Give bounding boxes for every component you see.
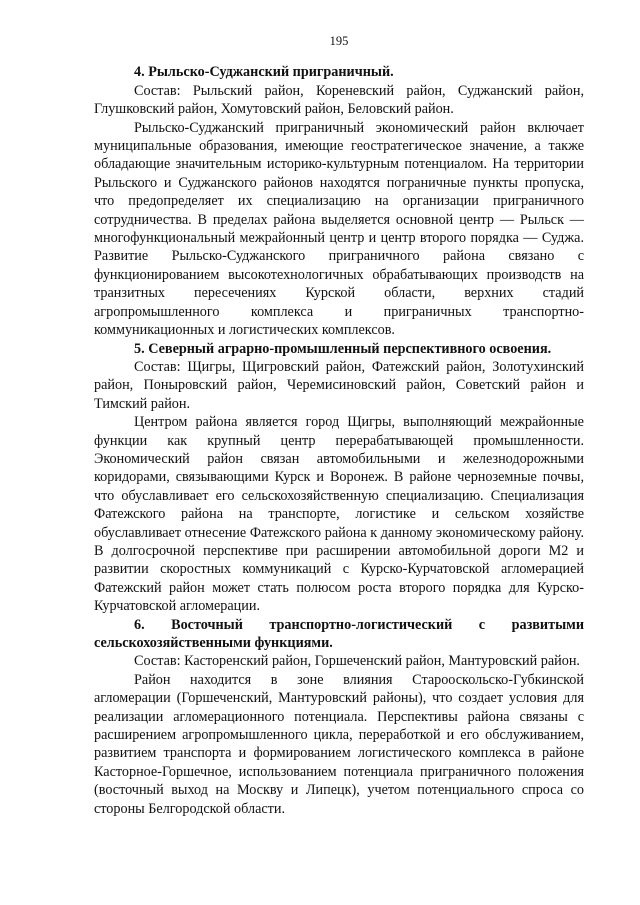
- section-6-title-line1: 6. Восточный транспортно-логистический с развитыми: [134, 616, 584, 633]
- section-6-composition: Состав: Касторенский район, Горшеченский район, Мантуровский район.: [134, 653, 580, 670]
- section-6-title-line2: сельскохозяйственными функциями.: [94, 635, 333, 651]
- document-page: [94, 32, 584, 818]
- section-5-description: Центром района является город Щигры, выполняющий межрайонные функции как крупный центр перерабатывающей промышленности. Экономический район связан автомобильными и железнодорожными коридорами, связывающими Курск и Воронеж. В районе черноземные почвы, что обуславливает его сельскохозяйственную специализацию. Специализация Фатежского района на транспорте, логистике и сельском хозяйстве обуславливает отнесение Фатежского района к данному экономическому району. В долгосрочной перспективе при расширении автомобильной дороги М2 и развитии скоростных коммуникаций с Курско-Курчатовской агломерацией Фатежский район может стать полюсом роста второго порядка для Курско-Курчатовской агломерации.: [94, 414, 584, 615]
- section-4-description: Рыльско-Суджанский приграничный экономический район включает муниципальные образования, имеющие геостратегическое значение, а также обладающие значительным историко-культурным потенциалом. На территории Рыльского и Суджанского районов находятся пограничные пункты пропуска, что предопределяет их специализацию на организации приграничного сотрудничества. В пределах района выделяется основной центр — Рыльск — многофункциональный межрайонный центр и центр второго порядка — Суджа. Развитие Рыльско-Суджанского приграничного района связано с функционированием высокотехнологичных обрабатывающих производств на транзитных пересечениях Курской области, верхних стадий агропромышленного комплекса и приграничных транспортно-коммуникационных и логистических комплексов.: [94, 119, 584, 339]
- page-number: 195: [329, 34, 349, 48]
- section-6-description: Район находится в зоне влияния Старооскольско-Губкинской агломерации (Горшеченский, Мантуровский районы), что создает условия для реализации агломерационного потенциала. Перспективы района связаны с расширением агропромышленного цикла, переработкой и его обслуживанием, развитием транспорта и формированием логистического комплекса в районе Касторное-Горшечное, использованием потенциала приграничного положения (восточный выход на Москву и Липецк), учетом потенциального спроса со стороны Белгородской области.: [94, 671, 584, 817]
- section-5-composition: Состав: Щигры, Щигровский район, Фатежский район, Золотухинский район, Поныровский район, Черемисиновский район, Советский район и Тимский район.: [94, 358, 584, 412]
- section-4-title: 4. Рыльско-Суджанский приграничный.: [134, 64, 394, 81]
- section-4-composition: Состав: Рыльский район, Кореневский район, Суджанский район, Глушковский район, Хомутовский район, Беловский район.: [94, 82, 584, 118]
- section-5-title: 5. Северный аграрно-промышленный перспективного освоения.: [134, 340, 552, 357]
